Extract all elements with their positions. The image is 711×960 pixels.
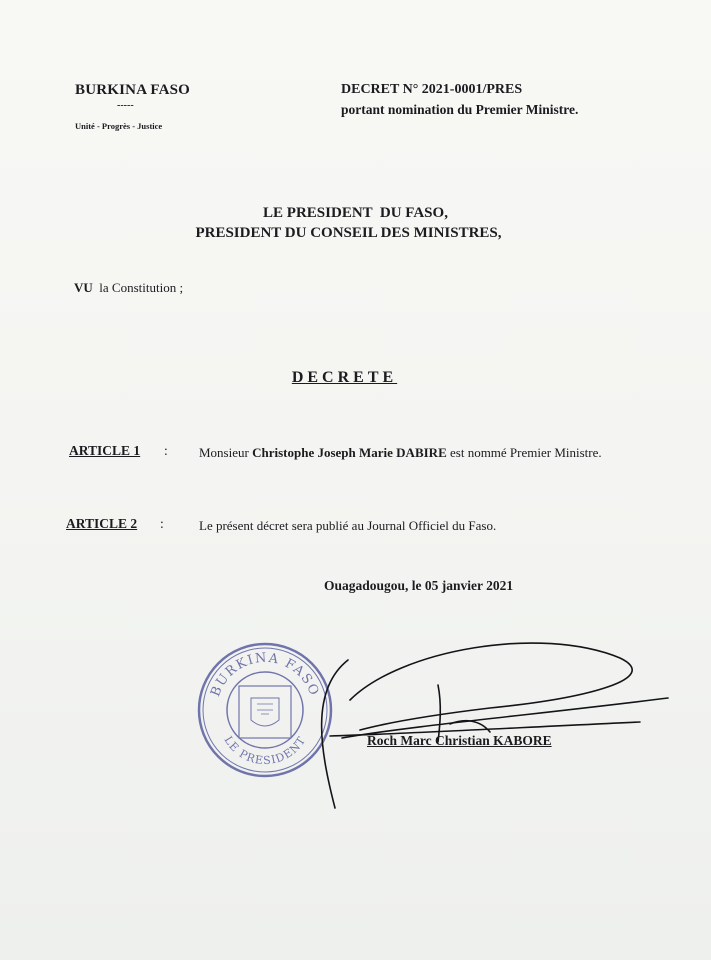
article-2-label: ARTICLE 2 (66, 516, 138, 531)
handwritten-signature (290, 630, 680, 810)
appointee-name: Christophe Joseph Marie DABIRE (252, 445, 447, 460)
country-name: BURKINA FASO (75, 82, 191, 98)
vu-clause (74, 280, 183, 296)
article-1-text (199, 443, 639, 463)
signatory-name: Roch Marc Christian KABORE (367, 733, 552, 748)
article-1-label: ARTICLE 1 (69, 443, 141, 458)
header-separator: ----- (117, 100, 134, 111)
authority-title-line2: PRESIDENT DU CONSEIL DES MINISTRES, (195, 225, 502, 241)
place-and-date: Ouagadougou, le 05 janvier 2021 (324, 578, 514, 593)
article-1-text-after: est nommé Premier Ministre. (446, 445, 602, 460)
authority-title-line1: LE PRESIDENT DU FASO, (263, 205, 448, 221)
seal-top-text: BURKINA FASO (208, 650, 322, 699)
decree-object: portant nomination du Premier Ministre. (341, 102, 579, 117)
decree-number: DECRET N° 2021-0001/PRES (341, 82, 523, 97)
vu-text: la Constitution ; (99, 280, 184, 295)
vu-prefix: VU (74, 280, 93, 295)
article-2-text: Le présent décret sera publié au Journal Officiel du Faso. (199, 518, 497, 533)
article-1-colon: : (164, 443, 168, 458)
article-2-colon: : (160, 516, 164, 531)
decrete-heading: DECRETE (291, 369, 398, 386)
seal-bottom-text: LE PRESIDENT (221, 733, 309, 768)
national-motto: Unité - Progrès - Justice (75, 121, 163, 131)
article-1-text-before: Monsieur (199, 445, 253, 460)
